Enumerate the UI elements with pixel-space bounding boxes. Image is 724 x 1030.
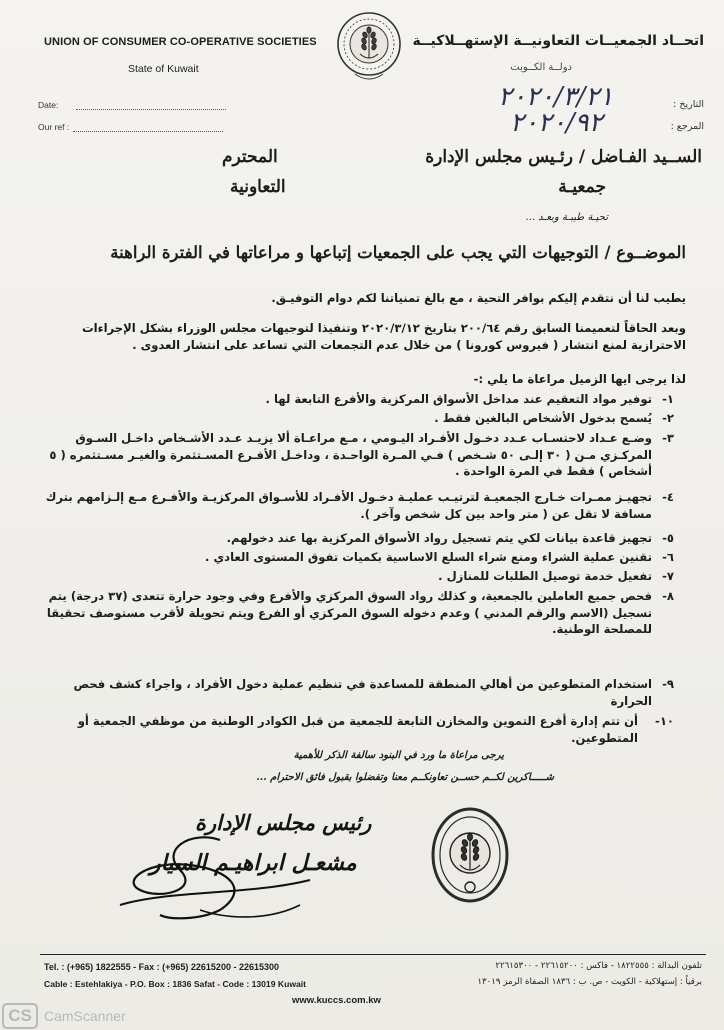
signature-title: رئيس مجلس الإدارة [195,810,372,835]
list-item [34,530,674,547]
ref-field-en [38,122,223,132]
list-item-text: تجهيـز ممـرات خـارج الجمعيـة لترتيـب عمليـة دخـول الأفـراد للأسـواق المركزيـة والأفـرع مـع إلـزامهم بترك مسافة لا تقل عن ( متر واحد بين كل شخص وآخر ). [45,490,652,521]
union-seal-icon [430,805,510,905]
recipient-line: الســيد الفـاضل / رئـيس مجلس الإدارة [425,147,702,167]
camscanner-label: CamScanner [44,1008,126,1024]
list-item [34,391,674,408]
org-name-en: UNION OF CONSUMER CO-OPERATIVE SOCIETIES [44,36,317,48]
recipient-cooperative: التعاونية [230,177,286,197]
list-item-number: ٥- [662,531,674,545]
camscanner-watermark [2,1003,126,1029]
list-item [34,676,674,709]
list-item-number: ٩- [662,677,674,691]
list-item-text: تقنين عملية الشراء ومنع شراء السلع الاساسية بكميات تفوق المستوى العادي . [205,550,652,564]
intro-request: لذا يرجى ايها الزميل مراعاة ما يلي :- [473,372,686,386]
footer-contact-ar: تلفون البدالة : ١٨٢٢٥٥٥ - فاكس : ٢٢٦١٥٢٠٠ - ٢٢٦١٥٣٠٠ [495,961,702,971]
signature-scribble-icon [100,820,330,930]
intro-reference: وبعد الحاقاً لتعميمنا السابق رقم ٢٠٠/٦٤ بتاريخ ٢٠٢٠/٣/١٢ وتنفيذا لتوجيهات مجلس الوزراء بشكل الإجراءات الاحترازية لمنع انتشار ( فيروس كورونا ) من خلال عدم التجمعات التي تساعد على انتشار العدوى . [82,321,686,352]
footer-address-en: Cable : Estehlakiya - P.O. Box : 1836 Safat - Code : 13019 Kuwait [44,979,307,989]
list-item-number: ٢- [662,411,674,425]
footer-divider [40,954,706,955]
list-item-number: ٦- [662,550,674,564]
ref-label-en: Our ref : [38,122,70,132]
list-item [34,430,674,480]
list-item [34,489,674,522]
state-name-ar: دولــة الكــويت [510,62,572,73]
ref-label-ar: المرجع : [670,121,704,132]
list-item [34,713,674,746]
list-item-text: تجهيز قاعدة بيانات لكي يتم تسجيل رواد الأسواق المركزية بها عند دخولهم. [226,531,652,545]
list-item-number: ٣- [662,431,674,445]
list-item-number: ٤- [662,490,674,504]
list-item-text: توفير مواد التعقيم عند مداخل الأسواق المركزية والأفرع التابعة لها . [265,392,652,406]
list-item-text: تفعيل خدمة توصيل الطلبات للمنازل . [438,569,652,583]
state-name-en: State of Kuwait [128,63,199,75]
recipient-society: جمعيـة [558,177,606,197]
signature-name: مشعـل ابراهيـم السيار [150,850,357,876]
list-item-text: استخدام المتطوعين من أهالي المنطقة للمساعدة في تنظيم عملية دخول الأفراد ، واجراء كشف فحص الحرارة [73,677,652,708]
subject-line: الموضــوع / التوجيهات التي يجب على الجمعيات إتباعها و مراعاتها في الفترة الراهنة [110,243,686,262]
list-item [34,549,674,566]
list-item-number: ٨- [662,589,674,603]
list-item-text: وضـع عـداد لاحتسـاب عـدد دخـول الأفـراد اليـومي ، مـع مراعـاة ألا يزيـد عـدد الأشـخاص داخـل السـوق المركـزي مـن ( ٣٠ إلـى ٥٠ شـخص ) فـي المـرة الواحـدة ، وداخـل الأفـرع المسـتثمرة والغيـر مسـتثمره ( ٥ أشخاص ) فقط في المرة الواحدة . [49,431,652,478]
closing-note: يرجى مراعاة ما ورد في البنود سالفة الذكر للأهمية [293,750,504,761]
list-item-text: أن تتم إدارة أفرع التموين والمخازن التابعة للجمعية من قبل الكوادر الوطنية من موظفي الجمعية أو المتطوعين. [77,714,638,745]
date-label-ar: التاريخ : [673,99,704,110]
list-item [34,410,674,427]
footer-contact-en: Tel. : (+965) 1822555 - Fax : (+965) 22615200 - 22615300 [44,962,279,972]
camscanner-logo-icon: CS [2,1003,38,1029]
union-logo-icon [333,8,405,90]
footer-address-ar: برقياً : إستهلاكية - الكويت - ص. ب : ١٨٣٦ الصفاة الرمز ١٣٠١٩ [477,977,702,987]
footer-website: www.kuccs.com.kw [292,995,381,1006]
date-label-en: Date: [38,100,59,110]
handwritten-ref: ٢٠٢٠/٩٢ [510,108,603,138]
date-field-en [38,100,226,110]
list-item-text: فحص جميع العاملين بالجمعية، و كذلك رواد السوق المركزي والأفرع وفي وجود حرارة تتعدى (٣٧ درجة) يتم تسجيل (الاسم والرقم المدني ) وعدم دخوله السوق المركزي أو الفرع ويتم تحويلة لأقرب مستوصف تحقيقا للمصلحة الوطنية. [46,589,652,636]
list-item [34,568,674,585]
recipient-honorific: المحترم [222,147,278,167]
list-item-number: ١- [662,392,674,406]
handwritten-date: ٢٠٢٠/٣/٢١ [498,82,614,112]
greeting: تحيـة طيبـة وبعـد ... [525,212,608,223]
list-item-text: يُسمح بدخول الأشخاص البالغين فقط . [434,411,652,425]
list-item-number: ١٠- [655,714,674,728]
intro-greeting: يطيب لنا أن نتقدم إليكم بوافر التحية ، مع بالغ تمنياتنا لكم دوام التوفيـق. [271,291,686,305]
list-item [34,588,674,638]
closing-thanks: شـــــاكرين لكــم حســن تعاونكــم معنا وتفضلوا بقبول فائق الاحترام ... [256,772,554,783]
list-item-number: ٧- [662,569,674,583]
org-name-ar: اتحــاد الجمعيــات التعاونيــة الإستهــلاكيــة [412,33,704,49]
